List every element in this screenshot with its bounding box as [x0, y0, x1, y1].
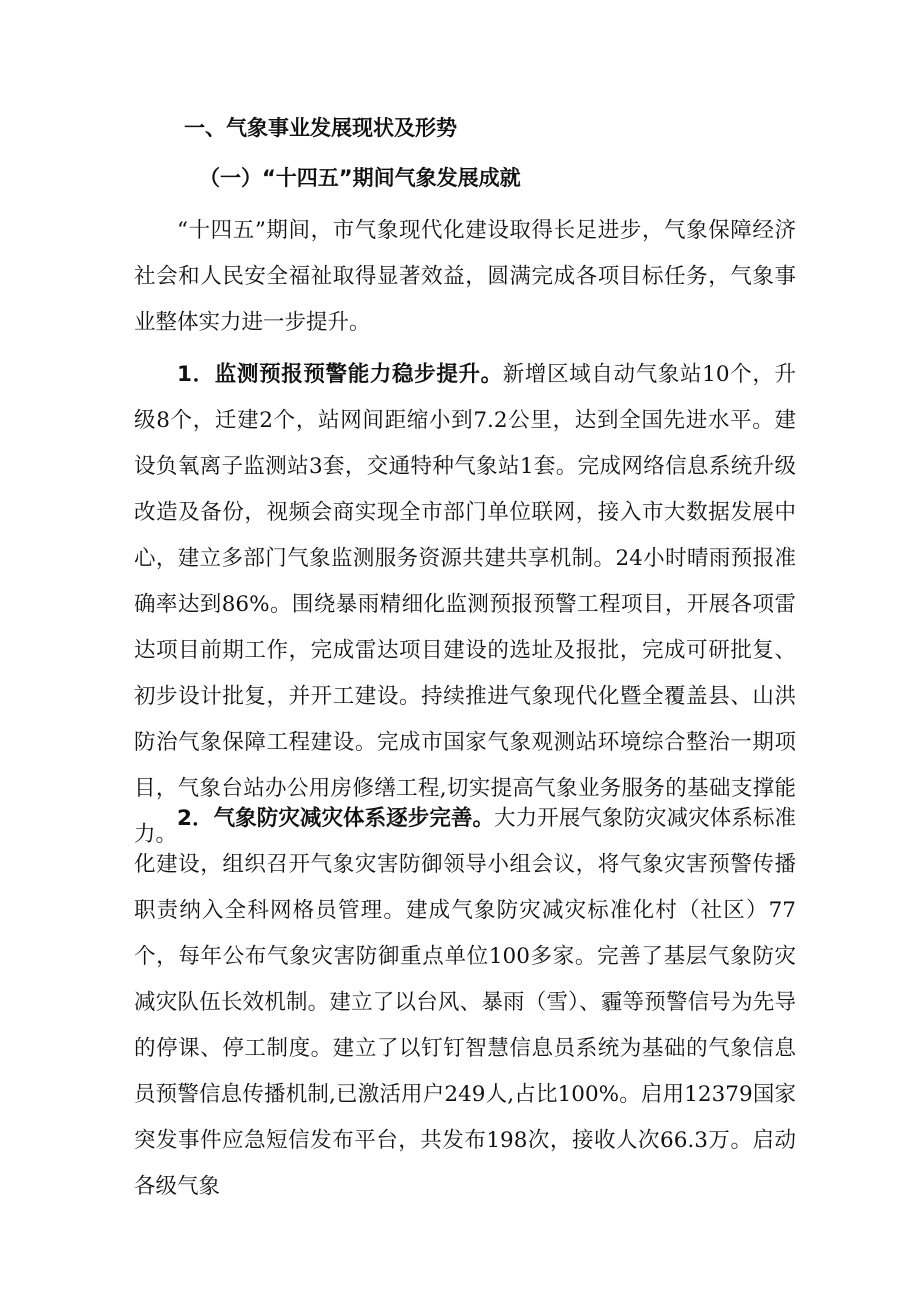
item-body: 新增区域自动气象站10个，升级8个，迁建2个，站网间距缩小到7.2公里，达到全国先进水平。建设负氧离子监测站3套，交通特种气象站1套。完成网络信息系统升级改造及备份，视频会商实现全市部门单位联网，接入市大数据发展中心，建立多部门气象监测服务资源共建共享机制。24小时晴雨预报准确率达到86%。围绕暴雨精细化监测预报预警工程项目，开展各项雷达项目前期工作，完成雷达项目建设的选址及报批，完成可研批复、初步设计批复，并开工建设。持续推进气象现代化暨全覆盖县、山洪防治气象保障工程建设。完成市国家气象观测站环境综合整治一期项目，气象台站办公用房修缮工程,切实提高气象业务服务的基础支撑能力。 — [134, 362, 796, 847]
item-paragraph — [134, 796, 796, 1210]
section-heading: 一、气象事业发展现状及形势 — [184, 116, 457, 140]
intro-paragraph: “十四五”期间，市气象现代化建设取得长足进步，气象保障经济社会和人民安全福祉取得显著效益，圆满完成各项目标任务，气象事业整体实力进一步提升。 — [134, 218, 796, 335]
subsection-heading: （一）“十四五”期间气象发展成就 — [199, 166, 521, 190]
item-lead: 2．气象防灾减灾体系逐步完善。 — [177, 806, 495, 831]
item-lead: 1．监测预报预警能力稳步提升。 — [177, 362, 503, 387]
item-body: 大力开展气象防灾减灾体系标准化建设，组织召开气象灾害防御领导小组会议，将气象灾害预警传播职责纳入全科网格员管理。建成气象防灾减灾标准化村（社区）77个，每年公布气象灾害防御重点单位100多家。完善了基层气象防灾减灾队伍长效机制。建立了以台风、暴雨（雪）、霾等预警信号为先导的停课、停工制度。建立了以钉钉智慧信息员系统为基础的气象信息员预警信息传播机制,已激活用户249人,占比100%。启用12379国家突发事件应急短信发布平台，共发布198次，接收人次66.3万。启动各级气象 — [134, 806, 796, 1199]
item-paragraph — [134, 352, 796, 858]
